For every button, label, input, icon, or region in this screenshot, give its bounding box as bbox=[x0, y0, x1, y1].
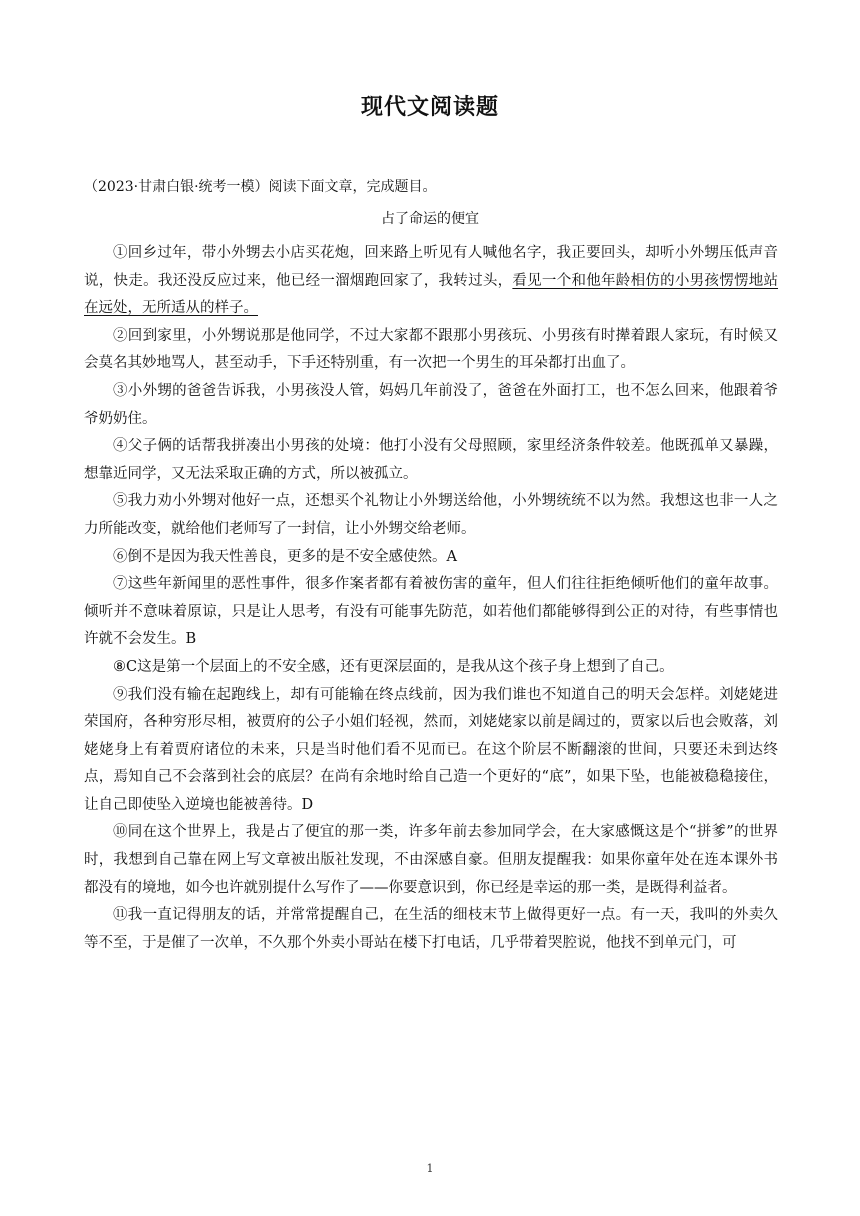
page-title: 现代文阅读题 bbox=[360, 95, 499, 120]
paragraph-3: ③小外甥的爸爸告诉我，小男孩没人管，妈妈几年前没了，爸爸在外面打工，也不怎么回来，他跟着爷爷奶奶住。 bbox=[84, 382, 778, 427]
paragraph-text: ①回乡过年，带小外甥去小店买花炮，回来路上听见有人喊他名字，我正要回头，却听小外甥压低声音说，快走。我还没反应过来，他已经一溜烟跑回家了，我转过头， bbox=[84, 245, 778, 289]
paragraph-10: ⑩同在这个世界上，我是占了便宜的那一类，许多年前去参加同学会，在大家感慨这是个“拼爹”的世界时，我想到自己靠在网上写文章被出版社发现，不由深感自豪。但朋友提醒我：如果你童年处在连本课外书都没有的境地，如今也许就别提什么写作了——你要意识到，你已经是幸运的那一类，是既得利益者。 bbox=[84, 824, 778, 896]
article-title: 占了命运的便宜 bbox=[381, 211, 479, 227]
paragraph-7: ⑦这些年新闻里的恶性事件，很多作案者都有着被伤害的童年，但人们往往拒绝倾听他们的童年故事。倾听并不意味着原谅，只是让人思考，有没有可能事先防范，如若他们都能够得到公正的对待，有些事情也许就不会发生。B bbox=[84, 576, 778, 648]
page-number: 1 bbox=[426, 1162, 434, 1175]
paragraph-8: ⑧C这是第一个层面上的不安全感，还有更深层面的，是我从这个孩子身上想到了自己。 bbox=[113, 658, 674, 675]
paragraph-11: ⑪我一直记得朋友的话，并常常提醒自己，在生活的细枝末节上做得更好一点。有一天，我叫的外卖久等不至，于是催了一次单，不久那个外卖小哥站在楼下打电话，几乎带着哭腔说，他找不到单元门，可 bbox=[84, 907, 778, 951]
article-body bbox=[84, 240, 778, 957]
paragraph-9: ⑨我们没有输在起跑线上，却有可能输在终点线前，因为我们谁也不知道自己的明天会怎样。刘姥姥进荣国府，各种穷形尽相，被贾府的公子小姐们轻视，然而，刘姥姥家以前是阔过的，贾家以后也会败落，刘姥姥身上有着贾府诸位的未来，只是当时他们看不见而已。在这个阶层不断翻滚的世间，只要还未到达终点，焉知自己不会落到社会的底层？在尚有余地时给自己造一个更好的“底”，如果下坠，也能被稳稳接住，让自己即使坠入逆境也能被善待。D bbox=[84, 686, 778, 813]
paragraph-4: ④父子俩的话帮我拼凑出小男孩的处境：他打小没有父母照顾，家里经济条件较差。他既孤单又暴躁，想靠近同学，又无法采取正确的方式，所以被孤立。 bbox=[84, 438, 778, 482]
question-source: （2023·甘肃白银·统考一模）阅读下面文章，完成题目。 bbox=[84, 179, 437, 195]
paragraph-1 bbox=[84, 240, 778, 323]
paragraph-5: ⑤我力劝小外甥对他好一点，还想买个礼物让小外甥送给他，小外甥统统不以为然。我想这也非一人之力所能改变，就给他们老师写了一封信，让小外甥交给老师。 bbox=[84, 493, 778, 537]
paragraph-2: ②回到家里，小外甥说那是他同学，不过大家都不跟那小男孩玩、小男孩有时撵着跟人家玩，有时候又会莫名其妙地骂人，甚至动手，下手还特别重，有一次把一个男生的耳朵都打出血了。 bbox=[84, 327, 778, 372]
paragraph-6: ⑥倒不是因为我天性善良，更多的是不安全感使然。A bbox=[113, 548, 457, 565]
underlined-sentence: 看见一个和他年龄相仿的小男孩愣愣地站在远处，无所适从的样子。 bbox=[84, 272, 779, 317]
